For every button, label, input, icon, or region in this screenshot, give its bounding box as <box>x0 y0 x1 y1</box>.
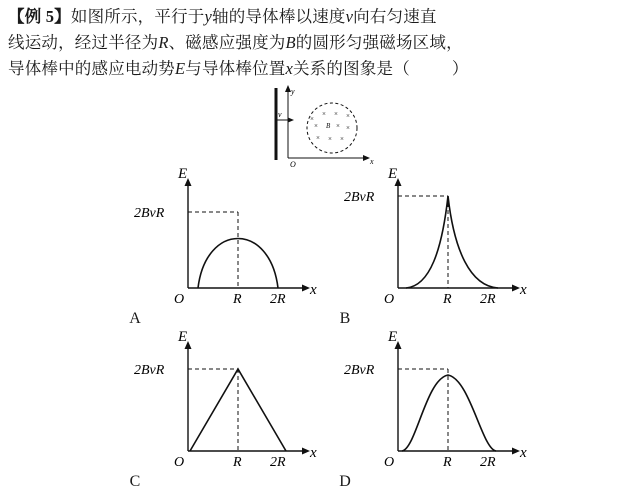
problem-var-E: E <box>175 59 186 78</box>
problem-var-y: y <box>204 7 213 26</box>
problem-line3-part4: ） <box>451 59 469 78</box>
graph-a-peak-label: 2BvR <box>134 206 165 221</box>
graph-c-y-label: E <box>178 329 188 345</box>
graph-d-origin-label: O <box>384 455 395 470</box>
example-label: 【例 5】 <box>8 7 71 26</box>
problem-var-B: B <box>285 33 296 52</box>
field-cross: × <box>336 122 340 130</box>
field-cross: × <box>322 110 326 118</box>
graph-d-tick-2R: 2R <box>480 455 496 470</box>
problem-line2-part3: 的圆形匀强磁场区域， <box>295 33 463 52</box>
field-origin-label: O <box>290 160 296 169</box>
field-cross: × <box>314 122 318 130</box>
graph-b-origin-label: O <box>384 292 395 307</box>
velocity-label: v <box>278 110 282 119</box>
problem-line1-part2: 轴的导体棒以速度 <box>212 7 346 26</box>
graph-a-tick-2R: 2R <box>270 292 286 307</box>
field-region-figure <box>262 86 382 170</box>
graph-b-tick-2R: 2R <box>480 292 496 307</box>
graph-a-x-label: x <box>310 282 317 298</box>
graph-c-tick-R: R <box>233 455 242 470</box>
graph-d-tick-R: R <box>443 455 452 470</box>
answer-graphs <box>0 166 640 496</box>
graph-b-y-label: E <box>388 166 398 182</box>
graph-c-x-label: x <box>310 445 317 461</box>
graph-b-peak-label: 2BvR <box>344 190 375 205</box>
field-cross: × <box>316 134 320 142</box>
graph-a-y-label: E <box>178 166 188 182</box>
problem-var-x: x <box>285 59 294 78</box>
problem-line2-part2: 、磁感应强度为 <box>168 33 286 52</box>
field-y-label: y <box>291 87 295 96</box>
graph-a-origin-label: O <box>174 292 185 307</box>
graph-b-curve <box>406 196 498 288</box>
problem-line3-part3: 关系的图象是（ <box>293 59 410 78</box>
problem-line2-part1: 线运动，经过半径为 <box>8 33 159 52</box>
field-cross: × <box>328 135 332 143</box>
graph-b-x-arrow <box>512 285 520 292</box>
graph-D <box>330 329 590 493</box>
graph-d-curve <box>402 375 496 451</box>
graph-c-x-arrow <box>302 448 310 455</box>
graph-d-y-label: E <box>388 329 398 345</box>
graph-a-tick-R: R <box>233 292 242 307</box>
field-cross: × <box>346 112 350 120</box>
field-cross: × <box>334 110 338 118</box>
graph-b-tick-R: R <box>443 292 452 307</box>
graph-B <box>330 166 590 330</box>
graph-d-peak-label: 2BvR <box>344 363 375 378</box>
graph-b-letter: B <box>339 310 351 327</box>
problem-statement <box>8 4 632 82</box>
problem-line3-part2: 与导体棒位置 <box>185 59 286 78</box>
graph-c-peak-label: 2BvR <box>134 363 165 378</box>
problem-line3-part1: 导体棒中的感应电动势 <box>8 59 175 78</box>
field-cross: × <box>346 124 350 132</box>
field-cross-group <box>310 110 350 143</box>
graph-a-letter: A <box>129 310 141 327</box>
field-cross: × <box>310 115 314 123</box>
graph-d-letter: D <box>339 473 351 490</box>
graph-d-x-label: x <box>520 445 527 461</box>
graph-c-letter: C <box>129 473 141 490</box>
graph-a-x-arrow <box>302 285 310 292</box>
field-x-axis-arrow <box>363 155 370 161</box>
graph-c-curve <box>190 369 286 451</box>
graph-d-x-arrow <box>512 448 520 455</box>
graph-b-x-label: x <box>520 282 527 298</box>
graph-c-tick-2R: 2R <box>270 455 286 470</box>
field-cross: B <box>326 122 331 130</box>
field-x-label: x <box>370 157 374 166</box>
graph-c-origin-label: O <box>174 455 185 470</box>
problem-var-R: R <box>158 33 169 52</box>
problem-line1-part3: 向右匀速直 <box>353 7 437 26</box>
problem-line1-part1: 如图所示，平行于 <box>70 7 205 26</box>
velocity-arrow-head <box>288 118 294 123</box>
problem-var-v: v <box>345 7 354 26</box>
field-cross: × <box>340 135 344 143</box>
